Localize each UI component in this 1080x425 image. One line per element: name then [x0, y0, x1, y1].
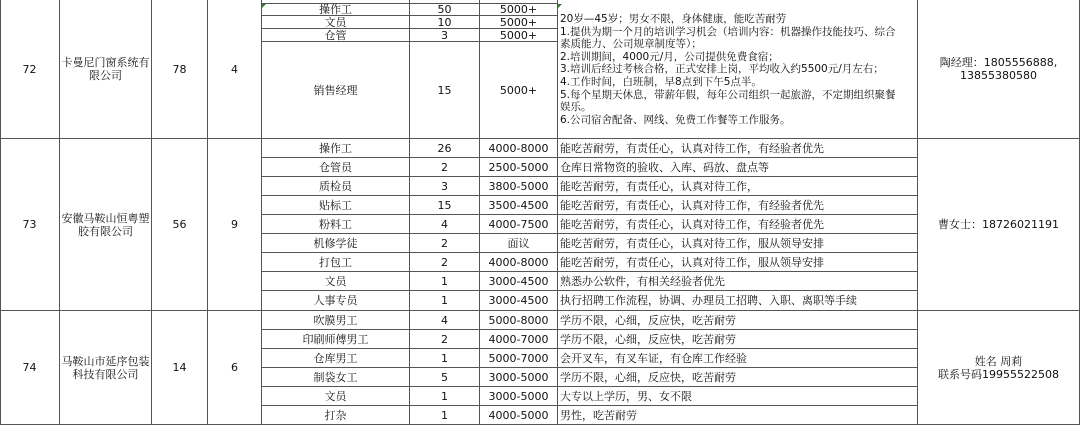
job-count: 2 [410, 330, 480, 349]
company-total: 14 [152, 311, 208, 425]
job-salary: 4000-8000 [480, 139, 558, 158]
job-title: 操作工 [262, 139, 410, 158]
company-no: 72 [0, 0, 60, 139]
job-title: 人事专员 [262, 291, 410, 311]
job-count: 15 [410, 196, 480, 215]
cell-comment-marker [262, 4, 266, 8]
positions-count: 9 [208, 139, 262, 311]
job-count: 10 [410, 16, 480, 29]
job-salary: 2500-5000 [480, 158, 558, 177]
job-title: 粉料工 [262, 215, 410, 234]
job-salary: 5000+ [480, 16, 558, 29]
job-count: 15 [410, 42, 480, 139]
job-title: 文员 [262, 387, 410, 406]
job-requirements: 能吃苦耐劳，有责任心，认真对待工作，有经验者优先 [558, 196, 918, 215]
job-salary: 5000+ [480, 4, 558, 16]
job-count: 1 [410, 387, 480, 406]
positions-count: 4 [208, 0, 262, 139]
company-name: 安徽马鞍山恒粤塑 胶有限公司 [60, 139, 152, 311]
job-requirements: 能吃苦耐劳，有责任心，认真对待工作，服从领导安排 [558, 234, 918, 253]
job-salary: 4000-5000 [480, 406, 558, 425]
job-title: 打杂 [262, 406, 410, 425]
job-count: 50 [410, 4, 480, 16]
job-title: 仓管 [262, 29, 410, 42]
company-total: 78 [152, 0, 208, 139]
job-title: 文员 [262, 16, 410, 29]
sheet-left-border [0, 0, 1, 425]
company-no: 73 [0, 139, 60, 311]
job-requirements: 仓库日常物资的验收、入库、码放、盘点等 [558, 158, 918, 177]
job-title: 贴标工 [262, 196, 410, 215]
job-title: 制袋女工 [262, 368, 410, 387]
job-count: 2 [410, 253, 480, 272]
contact-info: 姓名 周莉 联系号码19955522508 [918, 311, 1080, 425]
job-title: 打包工 [262, 253, 410, 272]
job-count: 2 [410, 158, 480, 177]
job-salary: 面议 [480, 234, 558, 253]
job-requirements: 会开叉车，有叉车证，有仓库工作经验 [558, 349, 918, 368]
company-name: 卡曼尼门窗系统有 限公司 [60, 0, 152, 139]
job-requirements: 能吃苦耐劳，有责任心，认真对待工作， [558, 177, 918, 196]
job-salary: 4000-7500 [480, 215, 558, 234]
job-salary: 3800-5000 [480, 177, 558, 196]
job-salary: 5000-7000 [480, 349, 558, 368]
job-requirements: 大专以上学历，男、女不限 [558, 387, 918, 406]
job-title: 吹膜男工 [262, 311, 410, 330]
job-title: 仓库男工 [262, 349, 410, 368]
job-salary: 3000-4500 [480, 272, 558, 291]
job-title: 印刷师傅男工 [262, 330, 410, 349]
job-requirements: 能吃苦耐劳，有责任心，认真对待工作，服从领导安排 [558, 253, 918, 272]
job-count: 3 [410, 29, 480, 42]
job-count: 5 [410, 368, 480, 387]
job-count: 1 [410, 406, 480, 425]
job-title: 机修学徒 [262, 234, 410, 253]
company-total: 56 [152, 139, 208, 311]
job-title: 销售经理 [262, 42, 410, 139]
contact-info: 陶经理：1805556888, 13855380580 [918, 0, 1080, 139]
job-salary: 5000+ [480, 42, 558, 139]
job-count: 1 [410, 349, 480, 368]
job-requirements: 20岁—45岁；男女不限，身体健康，能吃苦耐劳 1.提供为期一个月的培训学习机会（培训内容：机器操作技能技巧、综合 素质能力、公司规章制度等）； 2.培训期间，4000元/月，公司提供免费食宿； 3.培训后经过考核合格，正式安排上岗，平均收入约5500元/月左右； 4.工作时间，白班制，早8点到下午5点半。 5.每个星期天休息，带薪年假，每年公司组织一起旅游，不定期组织聚餐 娱乐。 6.公司宿舍配备、网线、免费工作餐等工作服务。 [558, 0, 918, 139]
job-requirements: 学历不限，心细，反应快，吃苦耐劳 [558, 311, 918, 330]
job-count: 26 [410, 139, 480, 158]
contact-info: 曹女士：18726021191 [918, 139, 1080, 311]
job-requirements: 熟悉办公软件，有相关经验者优先 [558, 272, 918, 291]
job-salary: 3500-4500 [480, 196, 558, 215]
job-title: 文员 [262, 272, 410, 291]
job-salary: 3000-5000 [480, 368, 558, 387]
job-salary: 3000-5000 [480, 387, 558, 406]
job-count: 2 [410, 234, 480, 253]
job-title: 操作工 [262, 4, 410, 16]
job-count: 4 [410, 311, 480, 330]
job-requirements: 能吃苦耐劳，有责任心，认真对待工作，有经验者优先 [558, 139, 918, 158]
job-count: 1 [410, 291, 480, 311]
cell-comment-marker [558, 4, 562, 8]
job-requirements: 能吃苦耐劳，有责任心，认真对待工作，有经验者优先 [558, 215, 918, 234]
job-requirements: 学历不限，心细，反应快，吃苦耐劳 [558, 368, 918, 387]
job-count: 1 [410, 272, 480, 291]
job-count: 3 [410, 177, 480, 196]
job-salary: 5000-8000 [480, 311, 558, 330]
job-requirements: 男性，吃苦耐劳 [558, 406, 918, 425]
job-salary: 3000-4500 [480, 291, 558, 311]
company-name: 马鞍山市延序包装 科技有限公司 [60, 311, 152, 425]
job-count: 4 [410, 215, 480, 234]
job-requirements: 执行招聘工作流程，协调、办理员工招聘、入职、离职等手续 [558, 291, 918, 311]
job-title: 仓管员 [262, 158, 410, 177]
job-title: 质检员 [262, 177, 410, 196]
company-no: 74 [0, 311, 60, 425]
job-salary: 4000-7000 [480, 330, 558, 349]
job-requirements: 学历不限，心细，反应快，吃苦耐劳 [558, 330, 918, 349]
job-salary: 4000-8000 [480, 253, 558, 272]
job-salary: 5000+ [480, 29, 558, 42]
positions-count: 6 [208, 311, 262, 425]
